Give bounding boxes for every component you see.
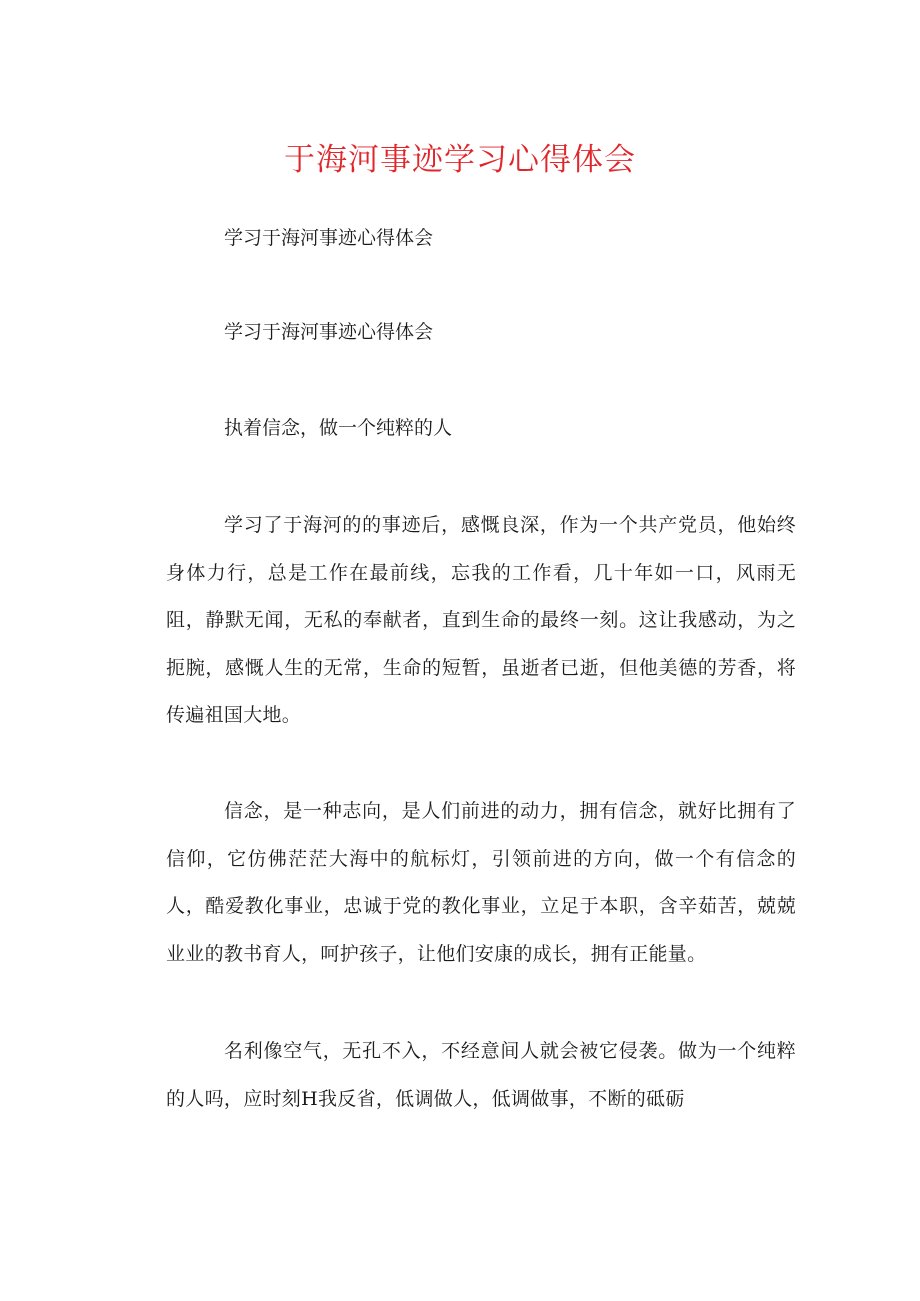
document-title: 于海河事迹学习心得体会: [284, 142, 636, 178]
body-paragraph-3: 名利像空气，无孔不入，不经意间人就会被它侵袭。做为一个纯粹的人吗，应时刻H我反省，低调做人，低调做事，不断的砥砺: [166, 1040, 796, 1110]
subtitle-line-2: 学习于海河事迹心得体会: [224, 321, 434, 343]
section-heading: 执着信念，做一个纯粹的人: [224, 417, 453, 439]
body-paragraph-2: 信念，是一种志向，是人们前进的动力，拥有信念，就好比拥有了信仰，它仿佛茫茫大海中的航标灯，引领前进的方向，做一个有信念的人，酷爱教化事业，忠诚于党的教化事业，立足于本职，含辛茹苦，兢兢业业的教书育人，呵护孩子，让他们安康的成长，拥有正能量。: [166, 800, 796, 965]
body-paragraph-1: 学习了于海河的的事迹后，感慨良深，作为一个共产党员，他始终身体力行，总是工作在最前线，忘我的工作看，几十年如一口，风雨无阻，静默无闻，无私的奉献者，直到生命的最终一刻。这让我感动，为之扼腕，感慨人生的无常，生命的短暂，虽逝者已逝，但他美德的芳香，将传遍祖国大地。: [166, 514, 796, 726]
subtitle-line-1: 学习于海河事迹心得体会: [224, 227, 434, 249]
